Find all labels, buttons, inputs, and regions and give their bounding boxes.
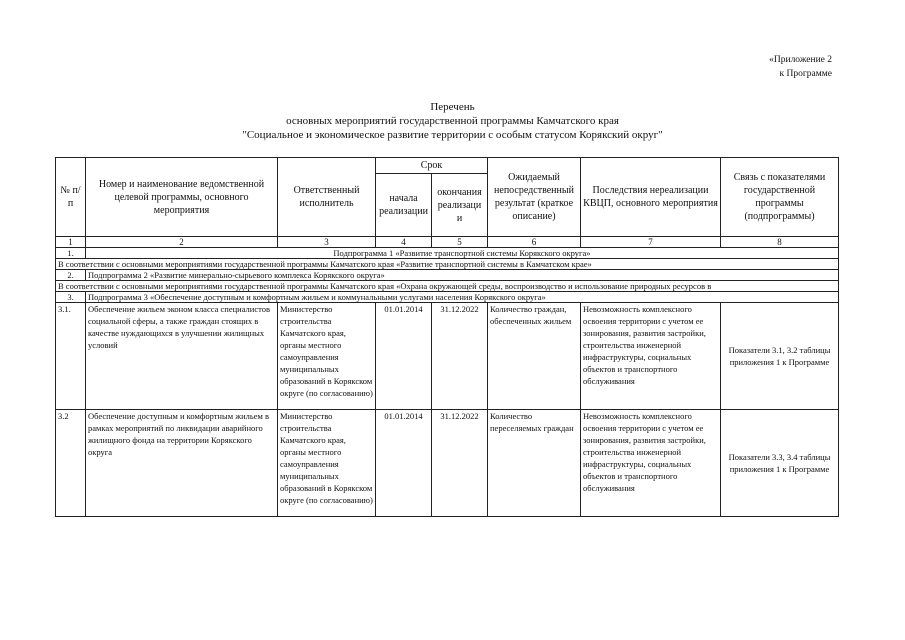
subprogram-num: 1. (56, 248, 86, 259)
column-number: 1 (56, 237, 86, 248)
appendix-note (769, 53, 832, 81)
row-consequences: Невозможность комплексного освоения территории с учетом ее зонирования, развития застройки, строительства инженерной инфраструктуры, социальных объектов и транспортного обслуживания (581, 303, 721, 410)
row-num: 3.2 (56, 410, 86, 517)
subprogram-row (56, 248, 839, 259)
subprogram-title: Подпрограмма 2 «Развитие минерально-сырьевого комплекса Корякского округа» (86, 270, 839, 281)
header-result: Ожидаемый непосредственный результат (краткое описание) (488, 158, 581, 237)
subprogram-note: В соответствии с основными мероприятиями государственной программы Камчатского края «Развитие транспортной системы в Камчатском крае» (56, 259, 839, 270)
subprogram-num: 2. (56, 270, 86, 281)
row-num: 3.1. (56, 303, 86, 410)
column-number-row (56, 237, 839, 248)
row-result: Количество граждан, обеспеченных жильем (488, 303, 581, 410)
column-number: 5 (432, 237, 488, 248)
subprogram-note-row (56, 259, 839, 270)
row-start: 01.01.2014 (376, 410, 432, 517)
row-link: Показатели 3.1, 3.2 таблицы приложения 1 к Программе (721, 303, 839, 410)
header-executor: Ответственный исполнитель (278, 158, 376, 237)
appendix-line-1: «Приложение 2 (769, 55, 832, 65)
column-number: 7 (581, 237, 721, 248)
table-row (56, 410, 839, 517)
row-name: Обеспечение жильем эконом класса специалистов социальной сферы, а также граждан стоящих в качестве нуждающихся в улучшении жилищных условий (86, 303, 278, 410)
table-row (56, 303, 839, 410)
column-number: 3 (278, 237, 376, 248)
subprogram-title: Подпрограмма 1 «Развитие транспортной системы Корякского округа» (86, 248, 839, 259)
row-end: 31.12.2022 (432, 303, 488, 410)
appendix-line-2: к Программе (779, 69, 832, 79)
header-link: Связь с показателями государственной программы (подпрограммы) (721, 158, 839, 237)
title-line-1: Перечень (430, 101, 475, 113)
row-consequences: Невозможность комплексного освоения территории с учетом ее зонирования, развития застройки, строительства инженерной инфраструктуры, социальных объектов и транспортного обслуживания (581, 410, 721, 517)
subprogram-num: 3. (56, 292, 86, 303)
row-executor: Министерство строительства Камчатского края, органы местного самоуправления муниципальных образований в Корякском округе (по согласованию) (278, 410, 376, 517)
subprogram-row (56, 292, 839, 303)
header-start: начала реализации (376, 174, 432, 237)
header-end: окончания реализаци и (432, 174, 488, 237)
header-name: Номер и наименование ведомственной целевой программы, основного мероприятия (86, 158, 278, 237)
column-number: 8 (721, 237, 839, 248)
row-start: 01.01.2014 (376, 303, 432, 410)
measures-table (55, 157, 839, 517)
header-num: № п/п (56, 158, 86, 237)
header-consequences: Последствия нереализации КВЦП, основного мероприятия (581, 158, 721, 237)
header-term: Срок (376, 158, 488, 174)
row-end: 31.12.2022 (432, 410, 488, 517)
title-line-2: основных мероприятий государственной программы Камчатского края (286, 115, 619, 127)
row-executor: Министерство строительства Камчатского края, органы местного самоуправления муниципальных образований в Корякском округе (по согласованию) (278, 303, 376, 410)
document-title (0, 100, 905, 142)
row-link: Показатели 3.3, 3.4 таблицы приложения 1 к Программе (721, 410, 839, 517)
subprogram-note: В соответствии с основными мероприятиями государственной программы Камчатского края «Охрана окружающей среды, воспроизводство и использование природных ресурсов в (56, 281, 839, 292)
row-name: Обеспечение доступным и комфортным жильем в рамках мероприятий по ликвидации аварийного жилищного фонда на территории Корякского округа (86, 410, 278, 517)
subprogram-row (56, 270, 839, 281)
subprogram-title: Подпрограмма 3 «Обеспечение доступным и комфортным жильем и коммунальными услугами населения Корякского округа» (86, 292, 839, 303)
row-result: Количество переселяемых граждан (488, 410, 581, 517)
column-number: 6 (488, 237, 581, 248)
title-line-3: "Социальное и экономическое развитие территории с особым статусом Корякский округ" (242, 129, 663, 141)
column-number: 4 (376, 237, 432, 248)
subprogram-note-row (56, 281, 839, 292)
column-number: 2 (86, 237, 278, 248)
